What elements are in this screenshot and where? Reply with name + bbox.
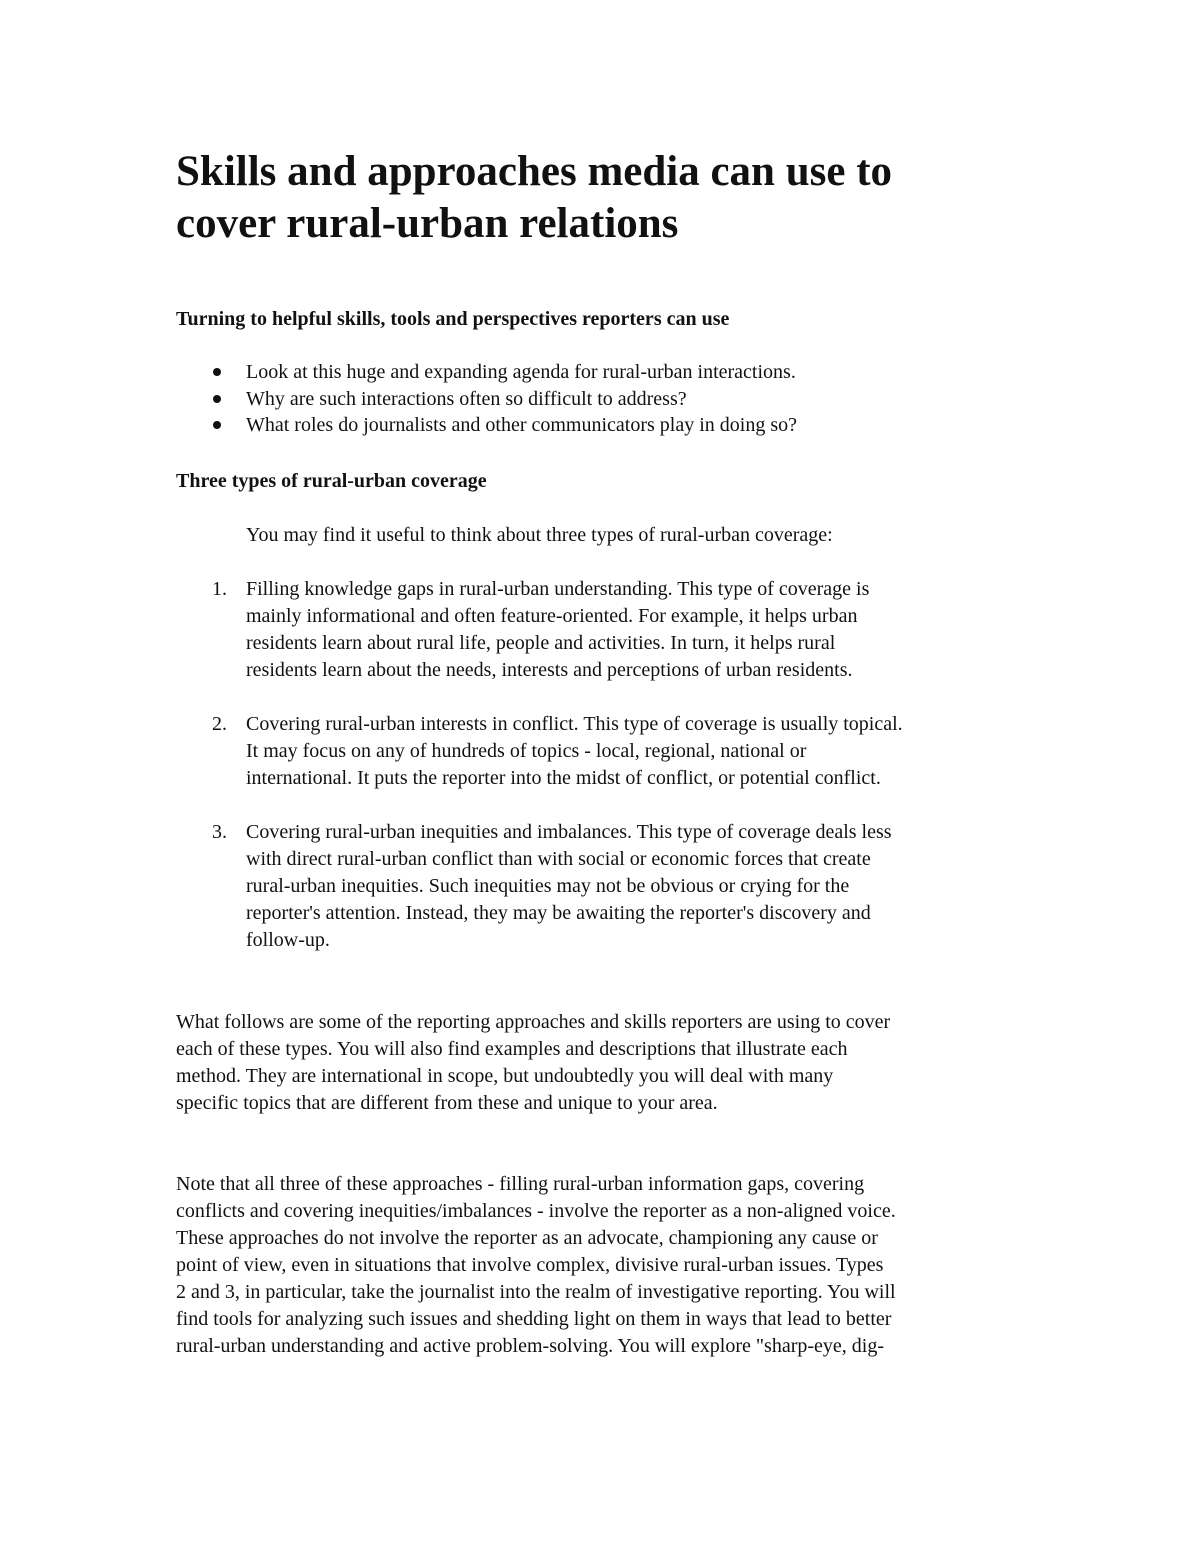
list-item (176, 412, 1036, 439)
section-heading-coverage-types: Three types of rural-urban coverage (176, 470, 487, 492)
text-line: method. They are international in scope, but undoubtedly you will deal with many (176, 1065, 834, 1087)
text-line: residents learn about the needs, interests and perceptions of urban residents. (246, 659, 853, 681)
title-line-1: Skills and approaches media can use to (176, 148, 893, 195)
paragraph-reporting-approaches (176, 1009, 1036, 1117)
text-line: point of view, even in situations that involve complex, divisive rural-urban issues. Types (176, 1254, 884, 1276)
bullet-text: Why are such interactions often so difficult to address? (246, 387, 687, 410)
paragraph-non-aligned-voice (176, 1171, 1036, 1360)
text-line: with direct rural-urban conflict than with social or economic forces that create (246, 848, 871, 870)
item-text (246, 576, 1036, 684)
item-text (246, 819, 1036, 954)
section-heading-skills: Turning to helpful skills, tools and perspectives reporters can use (176, 308, 730, 330)
text-line: 2 and 3, in particular, take the journalist into the realm of investigative reporting. You will (176, 1281, 896, 1303)
text-line: residents learn about rural life, people and activities. In turn, it helps rural (246, 632, 836, 654)
text-line: Covering rural-urban inequities and imbalances. This type of coverage deals less (246, 821, 892, 843)
item-text (246, 711, 1036, 792)
text-line: conflicts and covering inequities/imbalances - involve the reporter as a non-aligned voice. (176, 1200, 896, 1222)
text-line: rural-urban inequities. Such inequities may not be obvious or crying for the (246, 875, 850, 897)
item-number: 1. (212, 578, 227, 600)
document-title (176, 146, 1036, 250)
bullet-list (176, 359, 1036, 439)
text-line: rural-urban understanding and active problem-solving. You will explore "sharp-eye, dig- (176, 1335, 884, 1357)
numbered-item-1 (176, 576, 1036, 684)
text-line: What follows are some of the reporting approaches and skills reporters are using to cover (176, 1011, 891, 1033)
bullet-text: Look at this huge and expanding agenda for rural-urban interactions. (246, 361, 796, 383)
list-item (176, 359, 1036, 386)
numbered-item-2 (176, 711, 1036, 792)
bullet-text: What roles do journalists and other communicators play in doing so? (246, 414, 797, 436)
title-line-2: cover rural-urban relations (176, 200, 679, 247)
text-line: find tools for analyzing such issues and shedding light on them in ways that lead to better (176, 1308, 892, 1330)
text-line: Filling knowledge gaps in rural-urban understanding. This type of coverage is (246, 578, 870, 600)
text-line: mainly informational and often feature-oriented. For example, it helps urban (246, 605, 858, 627)
item-number: 3. (212, 821, 227, 843)
text-line: specific topics that are different from these and unique to your area. (176, 1092, 718, 1114)
numbered-item-3 (176, 819, 1036, 954)
text-line: Covering rural-urban interests in conflict. This type of coverage is usually topical. (246, 713, 903, 735)
text-line: These approaches do not involve the reporter as an advocate, championing any cause or (176, 1227, 878, 1249)
text-line: Note that all three of these approaches - filling rural-urban information gaps, covering (176, 1173, 865, 1195)
text-line: reporter's attention. Instead, they may be awaiting the reporter's discovery and (246, 902, 871, 924)
coverage-intro: You may find it useful to think about three types of rural-urban coverage: (246, 524, 833, 546)
text-line: international. It puts the reporter into the midst of conflict, or potential conflict. (246, 767, 881, 789)
text-line: each of these types. You will also find examples and descriptions that illustrate each (176, 1038, 848, 1060)
bullet-icon (213, 421, 221, 429)
list-item (176, 386, 1036, 413)
text-line: It may focus on any of hundreds of topics - local, regional, national or (246, 740, 807, 762)
bullet-icon (213, 368, 221, 376)
item-number: 2. (212, 713, 227, 735)
bullet-icon (213, 395, 221, 403)
text-line: follow-up. (246, 929, 330, 951)
